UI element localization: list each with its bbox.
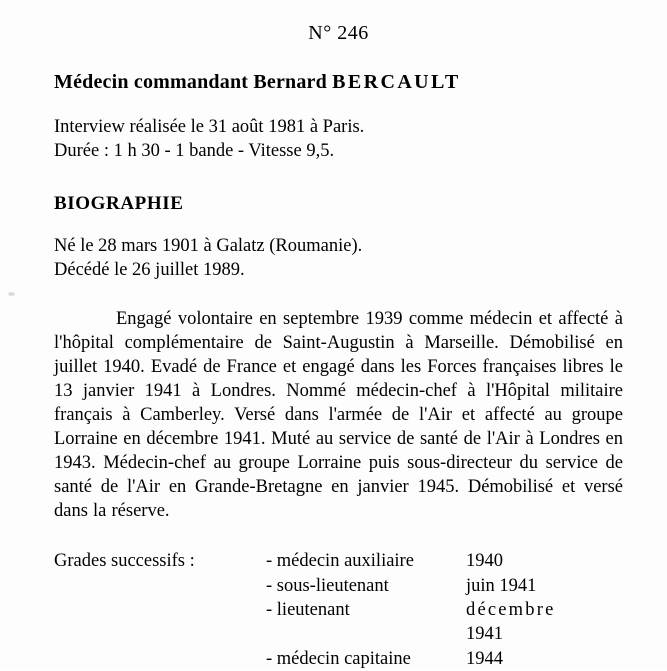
subject-surname: BERCAULT	[332, 71, 461, 93]
grade-row	[266, 549, 623, 573]
birth-death-block	[54, 235, 623, 282]
interview-metadata	[54, 116, 623, 163]
grade-date: 1940	[466, 551, 503, 572]
grade-date: décembre	[466, 599, 556, 620]
document-number: N° 246	[308, 22, 369, 44]
grade-rank: - médecin auxiliaire	[266, 551, 414, 572]
grade-date: juin 1941	[466, 575, 537, 596]
grades-label: Grades successifs :	[54, 551, 195, 572]
grades-list	[266, 549, 623, 671]
subject-title	[54, 71, 623, 94]
grade-rank: - sous-lieutenant	[266, 575, 389, 596]
grade-date-continuation: 1941	[466, 624, 503, 645]
grade-row	[266, 598, 623, 622]
death-line: Décédé le 26 juillet 1989.	[54, 260, 245, 281]
grade-date: 1944	[466, 648, 503, 669]
interview-duration-line: Durée : 1 h 30 - 1 bande - Vitesse 9,5.	[54, 140, 335, 161]
grade-row	[266, 647, 623, 671]
birth-line: Né le 28 mars 1901 à Galatz (Roumanie).	[54, 236, 363, 257]
biography-paragraph: Engagé volontaire en septembre 1939 comme médecin et affecté à l'hôpital complémentaire de Saint-Augustin à Marseille. Démobilisé en juillet 1940. Evadé de France et engagé dans les Forces françaises libres le 13 janvier 1941 à Londres. Nommé médecin-chef à l'Hôpital militaire français à Camberley. Versé dans l'armée de l'Air et affecté au groupe Lorraine en décembre 1941. Muté au service de santé de l'Air à Londres en 1943. Médecin-chef au groupe Lorraine puis sous-directeur du service de santé de l'Air en Grande-Bretagne en janvier 1945. Démobilisé et versé dans la réserve.	[54, 308, 623, 522]
grade-row	[266, 574, 623, 598]
page-smudge-mark	[8, 292, 15, 296]
subject-title-prefix: Médecin commandant Bernard	[54, 71, 333, 93]
grades-section	[54, 549, 623, 671]
grade-rank: - médecin capitaine	[266, 648, 411, 669]
section-heading-biographie: BIOGRAPHIE	[54, 193, 184, 215]
grade-rank: - lieutenant	[266, 599, 350, 620]
interview-date-line: Interview réalisée le 31 août 1981 à Paris.	[54, 117, 365, 137]
